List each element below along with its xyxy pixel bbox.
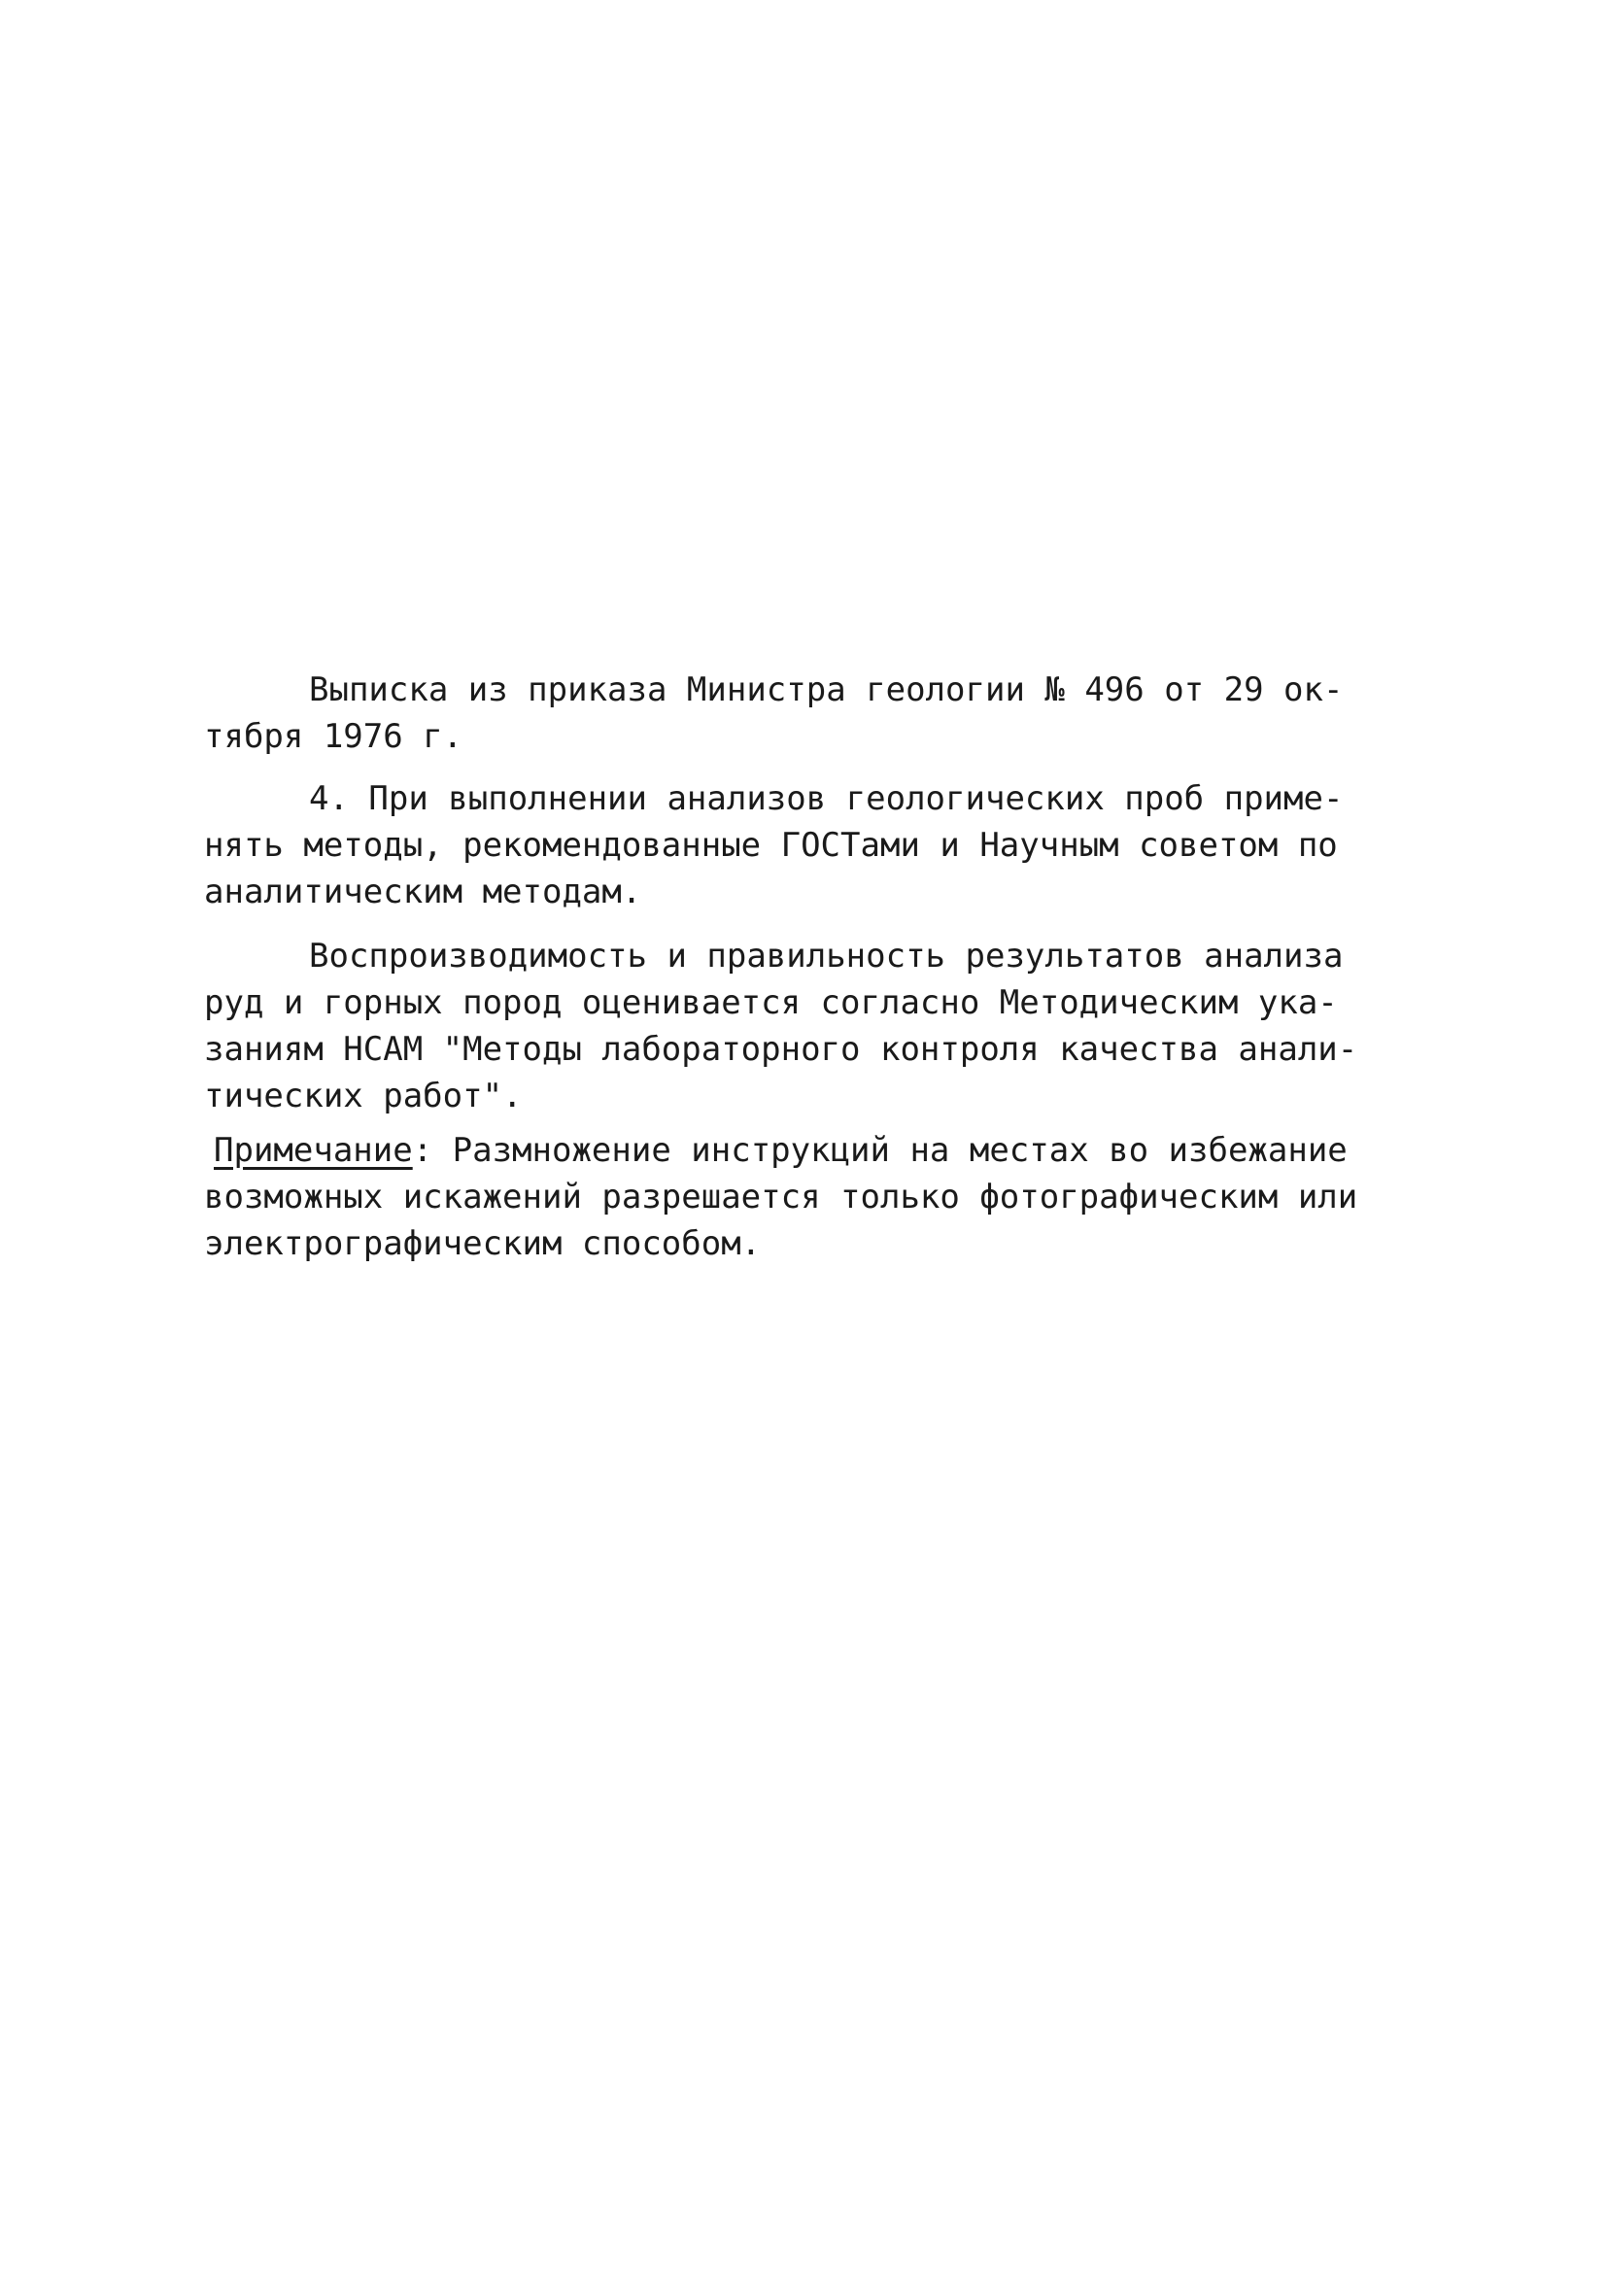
order-extract-heading-line-1: Выписка из приказа Министра геологии № 496 от 29 ок-: [309, 670, 1344, 709]
reproducibility-line-1: Воспроизводимость и правильность результатов анализа: [309, 937, 1344, 976]
order-extract-heading-line-2: тября 1976 г.: [204, 717, 463, 756]
note-line-2: возможных искажений разрешается только фотографическим или: [204, 1178, 1358, 1217]
reproducibility-line-2: руд и горных пород оценивается согласно Методическим ука-: [204, 983, 1338, 1022]
reproducibility-line-4: тических работ".: [204, 1077, 523, 1115]
note-line-1: [214, 1127, 1348, 1174]
note-line-3: электрографическим способом.: [204, 1224, 762, 1263]
clause-4-line-1: 4. При выполнении анализов геологических проб приме-: [309, 779, 1344, 818]
clause-4-line-2: нять методы, рекомендованные ГОСТами и Научным советом по: [204, 826, 1338, 865]
reproducibility-line-3: заниям НСАМ "Методы лабораторного контроля качества анали-: [204, 1030, 1358, 1069]
clause-4-line-3: аналитическим методам.: [204, 873, 642, 911]
note-label: Примечание: [214, 1131, 413, 1170]
note-line-1-text: : Размножение инструкций на местах во избежание: [412, 1131, 1348, 1170]
